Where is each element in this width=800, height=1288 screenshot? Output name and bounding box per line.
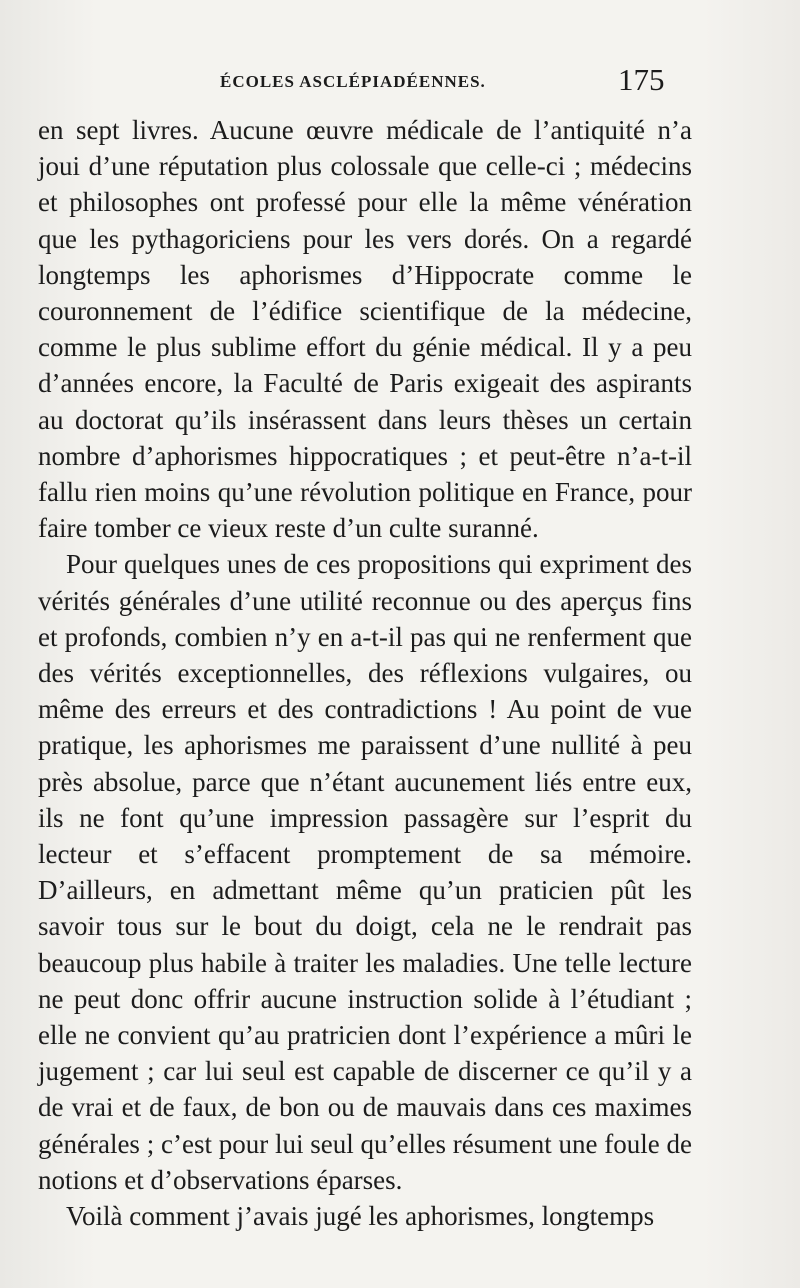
- paragraph: en sept livres. Aucune œuvre médicale de l’antiquité n’a joui d’une réputation plus colossale que celle-ci ; médecins et philosophes ont professé pour elle la même vénération que les pythagoriciens pour les vers dorés. On a regardé longtemps les aphorismes d’Hippocrate comme le couronnement de l’édifice scientifique de la médecine, comme le plus sublime effort du génie médical. Il y a peu d’années encore, la Faculté de Paris exigeait des aspirants au doctorat qu’ils insérassent dans leurs thèses un certain nombre d’aphorismes hippocratiques ; et peut-être n’a-t-il fallu rien moins qu’une révolution politique en France, pour faire tomber ce vieux reste d’un culte suranné.: [38, 115, 692, 544]
- page-number: 175: [618, 62, 665, 97]
- paragraph: Pour quelques unes de ces propositions qui expriment des vérités générales d’une utilité reconnue ou des aperçus fins et profonds, combien n’y en a-t-il pas qui ne renferment que des vérités exceptionnelles, des réflexions vulgaires, ou même des erreurs et des contradictions ! Au point de vue pratique, les aphorismes me paraissent d’une nullité à peu près absolue, parce que n’étant aucunement liés entre eux, ils ne font qu’une impression passagère sur l’esprit du lecteur et s’effacent promptement de sa mémoire. D’ailleurs, en admettant même qu’un praticien pût les savoir tous sur le bout du doigt, cela ne le rendrait pas beaucoup plus habile à traiter les maladies. Une telle lecture ne peut donc offrir aucune instruction solide à l’étudiant ; elle ne convient qu’au pratricien dont l’expérience a mûri le jugement ; car lui seul est capable de discerner ce qu’il y a de vrai et de faux, de bon ou de mauvais dans ces maximes générales ; c’est pour lui seul qu’elles résument une foule de notions et d’observations éparses.: [38, 549, 692, 1195]
- paragraph: Voilà comment j’avais jugé les aphorismes, longtemps: [66, 1201, 655, 1232]
- body-text: [38, 112, 692, 1234]
- running-title: ÉCOLES ASCLÉPIADÉENNES.: [220, 72, 486, 91]
